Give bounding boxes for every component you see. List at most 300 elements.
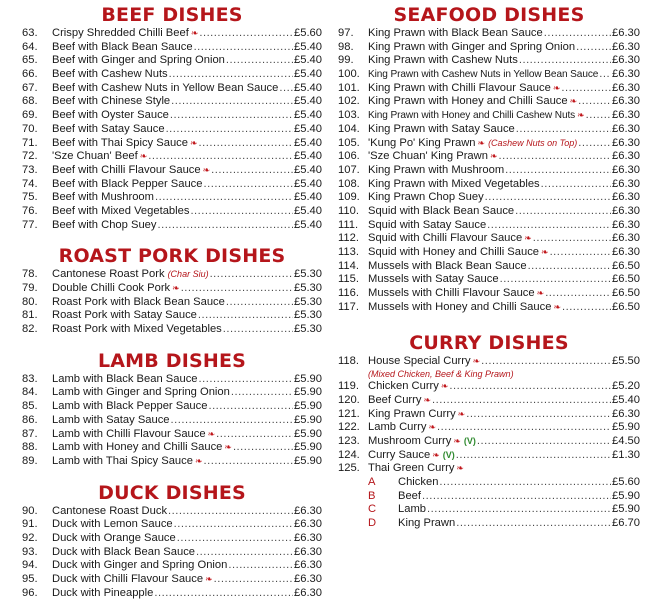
menu-item [22,54,322,68]
item-price: £5.30 [294,282,322,294]
dot-leader [422,490,611,504]
item-name: Cantonese Roast Pork [52,268,165,281]
item-number: 89. [22,454,38,467]
menu-item [22,518,322,532]
chili-icon: ❧ [139,151,148,162]
menu-item [22,205,322,219]
item-name: Squid with Chilli Flavour Sauce [368,232,523,245]
item-price: £5.90 [612,503,640,516]
item-number: 115. [338,273,359,286]
menu-item [22,150,322,164]
dot-leader [541,178,611,192]
menu-item [338,123,640,137]
item-price: £5.40 [294,40,322,53]
dot-leader [204,455,294,469]
item-name: Beef Curry [368,393,422,406]
menu-item [338,273,640,287]
item-price: £6.30 [612,122,640,135]
item-price: £6.30 [612,232,640,245]
item-number: 98. [338,40,354,53]
dot-leader [279,82,293,96]
menu-item [338,503,640,517]
item-name: Duck with Chilli Flavour Sauce [52,573,204,585]
dot-leader [199,137,293,151]
item-price: £5.30 [294,295,322,308]
menu-item [338,95,640,109]
chili-icon: ❧ [432,449,440,460]
dot-leader [155,191,293,205]
item-price: £5.60 [294,27,322,39]
item-price: £5.40 [294,163,322,176]
item-name: Duck with Pineapple [52,586,154,599]
item-number: 112. [338,232,359,245]
item-name: King Prawn with Black Bean Sauce [368,27,543,39]
dot-leader [561,82,611,96]
item-price: £5.40 [612,393,640,406]
item-number: 79. [22,282,38,294]
menu-item [22,82,322,96]
item-name: Beef with Black Bean Sauce [52,40,193,53]
menu-item [22,219,322,233]
dot-leader [226,296,293,310]
menu-item [22,123,322,137]
item-number: 64. [22,40,38,53]
item-name: Beef with Chinese Style [52,95,171,108]
item-price: £6.50 [612,300,640,313]
item-number: 101. [338,81,360,94]
menu-item [22,296,322,310]
item-number: 67. [22,81,38,94]
dot-leader [223,323,293,337]
menu-item [22,68,322,82]
dot-leader [231,386,293,400]
menu-item [22,373,322,387]
dot-leader [586,109,611,123]
menu-item [338,109,640,123]
item-name: Lamb with Chilli Flavour Sauce [52,427,206,440]
item-price: £5.40 [294,191,322,204]
item-number: 96. [22,586,38,599]
chili-icon: ❧ [577,110,585,121]
item-number: 95. [22,573,38,585]
menu-item [22,428,322,442]
menu-section-roast-pork-dishes [22,244,322,336]
menu-item [22,109,322,123]
chili-icon: ❧ [536,288,545,299]
right-column [338,3,640,531]
item-number: 84. [22,386,38,399]
section-title: SEAFOOD DISHES [393,4,585,26]
item-number: 119. [338,380,359,393]
item-name: Duck with Orange Sauce [52,531,176,544]
item-name: Lamb with Satay Sauce [52,413,170,426]
item-number: 91. [22,518,38,531]
dot-leader [427,503,611,517]
menu-section-seafood-dishes [338,3,640,314]
dot-leader [210,268,293,282]
item-price: £4.50 [612,434,640,447]
item-number: 86. [22,413,38,426]
item-name: Roast Pork with Black Bean Sauce [52,295,225,308]
dot-leader [500,273,611,287]
item-number: 114. [338,259,359,272]
item-number: 74. [22,177,38,190]
item-number: 109. [338,191,360,204]
item-price: £5.40 [294,204,322,217]
chili-icon: ❧ [524,233,532,244]
dot-leader [181,282,293,296]
item-number: 65. [22,54,38,67]
item-price: £5.30 [294,323,322,336]
item-name: Mussels with Chilli Flavour Sauce [368,287,535,300]
item-price: £6.30 [612,109,640,122]
item-price: £6.30 [612,204,640,217]
item-price: £5.40 [294,54,322,67]
item-name: Lamb [398,503,426,516]
item-number: 72. [22,150,38,163]
menu-item [22,505,322,519]
item-price: £6.30 [294,573,322,585]
chili-icon: ❧ [552,82,561,93]
item-name: Roast Pork with Satay Sauce [52,309,197,322]
dot-leader [190,205,293,219]
item-price: £6.30 [294,518,322,531]
menu-item [338,68,640,82]
menu-item [22,573,322,587]
item-price: £6.30 [294,545,322,558]
item-name: Double Chilli Cook Pork [52,282,171,294]
item-number: 77. [22,218,38,231]
item-price: £5.40 [294,68,322,81]
item-price: £6.30 [612,136,640,149]
item-name: Beef with Mushroom [52,191,154,204]
item-number: 111. [338,218,359,231]
dot-leader [485,191,611,205]
menu-section-lamb-dishes [22,349,322,469]
item-name: Beef with Chop Suey [52,218,157,231]
item-number: 123. [338,434,360,447]
item-number: D [368,517,377,529]
menu-item [338,246,640,260]
item-price: £6.30 [612,81,640,94]
item-price: £6.50 [612,273,640,286]
dot-leader [519,54,611,68]
chili-icon: ❧ [224,442,232,453]
item-price: £6.30 [612,407,640,420]
item-name: King Prawn Chop Suey [368,191,484,204]
item-price: £5.90 [612,421,640,434]
item-name: King Prawn Curry [368,407,456,420]
menu-item [338,301,640,315]
menu-item [22,559,322,573]
item-price: £5.30 [294,309,322,322]
item-name: 'Sze Chuan' Beef [52,150,138,163]
dot-leader [199,27,293,41]
item-price: £5.60 [612,475,640,488]
item-number: 69. [22,109,38,122]
vegetarian-badge: (V) [463,435,476,446]
dot-leader [449,380,611,394]
item-name: Squid with Honey and Chilli Sauce [368,246,540,258]
vegetarian-badge: (V) [442,449,455,460]
menu-item [338,355,640,369]
item-price: £6.70 [612,517,640,529]
dot-leader [198,309,293,323]
menu-section-beef-dishes [22,3,322,232]
item-number: 92. [22,531,38,544]
menu-item [338,380,640,394]
dot-leader [228,559,293,573]
menu-item [22,95,322,109]
item-name: Lamb with Black Pepper Sauce [52,400,208,413]
item-number: 103. [338,109,360,122]
item-number: 125. [338,462,360,475]
item-price: £6.30 [612,54,640,67]
item-name: King Prawn with Cashew Nuts in Yellow Bean Sauce [368,69,599,81]
menu-item [338,449,640,463]
item-number: 82. [22,323,38,336]
item-number: 108. [338,177,360,190]
item-name: King Prawn with Ginger and Spring Onion [368,40,576,53]
dot-leader [481,355,611,369]
chili-icon: ❧ [423,394,432,405]
item-number: 107. [338,163,360,176]
item-name: Thai Green Curry [368,462,455,475]
item-price: £5.40 [294,122,322,135]
item-number: 90. [22,504,38,517]
menu-item [338,490,640,504]
item-price: £5.90 [294,454,322,467]
item-price: £5.20 [612,380,640,393]
item-name: Beef with Thai Spicy Sauce [52,136,188,149]
dot-leader [550,246,611,260]
menu-item [338,27,640,41]
chili-icon: ❧ [472,356,481,367]
item-name: Lamb with Honey and Chilli Sauce [52,441,223,454]
item-price: £6.30 [294,531,322,544]
menu-item [22,41,322,55]
item-number: 113. [338,246,359,258]
menu-item [338,41,640,55]
item-price: £6.30 [612,95,640,108]
dot-leader [214,573,293,587]
item-price: £5.40 [294,136,322,149]
menu-item [22,414,322,428]
item-number: C [368,503,377,516]
item-number: 124. [338,448,360,461]
item-name: King Prawn with Honey and Chilli Cashew Nuts [368,110,576,122]
menu-item [338,287,640,301]
dot-leader [516,123,611,137]
item-name: King Prawn with Mushroom [368,163,505,176]
item-name: Beef [398,489,422,502]
menu-item [338,137,640,151]
menu-section-curry-dishes [338,331,640,530]
menu-item [338,232,640,246]
menu-item [22,323,322,337]
item-price: £5.90 [294,372,322,385]
item-number: 94. [22,559,38,572]
item-name: King Prawn with Cashew Nuts [368,54,518,67]
item-name: Beef with Chilli Flavour Sauce [52,163,201,176]
item-number: 85. [22,400,38,413]
item-price: £6.30 [294,504,322,517]
dot-leader [199,373,293,387]
item-name: King Prawn with Satay Sauce [368,122,515,135]
dot-leader [545,287,611,301]
chili-icon: ❧ [457,408,466,419]
dot-leader [233,441,293,455]
chili-icon: ❧ [194,455,203,466]
menu-item [338,150,640,164]
item-name: 'Sze Chuan' King Prawn [368,150,488,163]
item-name: Beef with Oyster Sauce [52,109,169,122]
item-name: Beef with Satay Sauce [52,122,165,135]
menu-item [338,435,640,449]
menu-item [22,455,322,469]
item-number: 80. [22,295,38,308]
section-title: LAMB DISHES [97,349,247,372]
menu-item [22,268,322,282]
menu-item [338,517,640,531]
menu-section-duck-dishes [22,481,322,600]
item-price: £6.30 [612,246,640,258]
menu-item [338,476,640,490]
menu-item [22,532,322,546]
dot-leader [515,205,611,219]
item-price: £1.30 [612,448,640,461]
dot-leader [505,164,611,178]
dot-leader [226,54,293,68]
item-name: Chicken Curry [368,380,439,393]
item-price: £6.30 [612,177,640,190]
dot-leader [576,41,611,55]
dot-leader [171,414,293,428]
item-price: £5.40 [294,81,322,94]
item-price: £6.30 [294,586,322,599]
dot-leader [578,137,611,151]
item-price: £6.30 [612,40,640,53]
item-name: Beef with Cashew Nuts in Yellow Bean Sauce [52,81,279,94]
item-price: £6.30 [612,27,640,39]
menu-item [22,27,322,41]
dot-leader [148,150,293,164]
item-price: £5.90 [294,413,322,426]
item-name: Squid with Black Bean Sauce [368,204,515,217]
item-price: £6.50 [612,259,640,272]
section-title: BEEF DISHES [101,4,243,26]
item-number: 122. [338,421,360,434]
item-name: Duck with Black Bean Sauce [52,545,196,558]
chili-icon: ❧ [202,164,211,175]
item-name: Lamb with Ginger and Spring Onion [52,386,230,399]
item-name: Lamb Curry [368,421,427,434]
dot-leader [456,449,611,463]
item-number: A [368,475,376,488]
chili-icon: ❧ [428,422,436,433]
item-number: 110. [338,204,359,217]
dot-leader [166,123,293,137]
menu-item [338,462,640,476]
item-number: 63. [22,27,38,39]
item-name: Curry Sauce [368,448,431,461]
item-number: 116. [338,287,359,300]
item-name: Mussels with Honey and Chilli Sauce [368,300,552,313]
dot-leader [544,27,611,41]
dot-leader [177,532,293,546]
item-number: 120. [338,393,360,406]
item-number: 117. [338,300,359,313]
item-number: 106. [338,150,360,163]
dot-leader [154,587,293,600]
item-name: Beef with Cashew Nuts [52,68,168,81]
item-price: £5.90 [294,441,322,454]
item-price: £5.50 [612,355,640,368]
item-name: Squid with Satay Sauce [368,218,487,231]
item-number: 76. [22,204,38,217]
chili-icon: ❧ [489,151,498,162]
item-name: Duck with Ginger and Spring Onion [52,559,228,572]
item-number: 66. [22,68,38,81]
item-price: £5.90 [294,400,322,413]
dot-leader [211,164,293,178]
item-name: Beef with Ginger and Spring Onion [52,54,225,67]
dot-leader [432,394,611,408]
item-subnote: (Mixed Chicken, Beef & King Prawn) [368,369,514,380]
item-price: £6.30 [612,218,640,231]
chili-icon: ❧ [569,96,578,107]
item-price: £5.40 [294,109,322,122]
item-number: B [368,489,376,502]
item-price: £6.30 [612,68,640,81]
menu-item [22,164,322,178]
item-price: £5.90 [294,386,322,399]
item-name: Mussels with Satay Sauce [368,273,499,286]
item-number: 78. [22,268,38,281]
menu-item [338,178,640,192]
chili-icon: ❧ [205,574,213,584]
item-price: £5.40 [294,150,322,163]
dot-leader [477,435,611,449]
item-number: 102. [338,95,360,108]
dot-leader [499,150,612,164]
left-column [22,3,322,600]
menu-item [338,260,640,274]
menu-item [338,219,640,233]
menu-item [22,386,322,400]
dot-leader [174,518,293,532]
item-price: £6.30 [294,559,322,572]
chili-icon: ❧ [553,301,561,312]
menu-item [22,137,322,151]
chili-icon: ❧ [172,283,180,293]
menu-item [338,394,640,408]
item-number: 121. [338,407,360,420]
menu-item [338,191,640,205]
dot-leader [599,68,611,82]
dot-leader [562,301,611,315]
item-name: King Prawn with Mixed Vegetables [368,177,540,190]
menu-item [338,205,640,219]
item-name: Lamb with Black Bean Sauce [52,372,198,385]
item-note: (Char Siu) [167,269,209,280]
item-number: 73. [22,163,38,176]
dot-leader [196,546,293,560]
dot-leader [171,95,293,109]
dot-leader [170,109,293,123]
chili-icon: ❧ [207,428,216,439]
item-price: £5.40 [294,95,322,108]
